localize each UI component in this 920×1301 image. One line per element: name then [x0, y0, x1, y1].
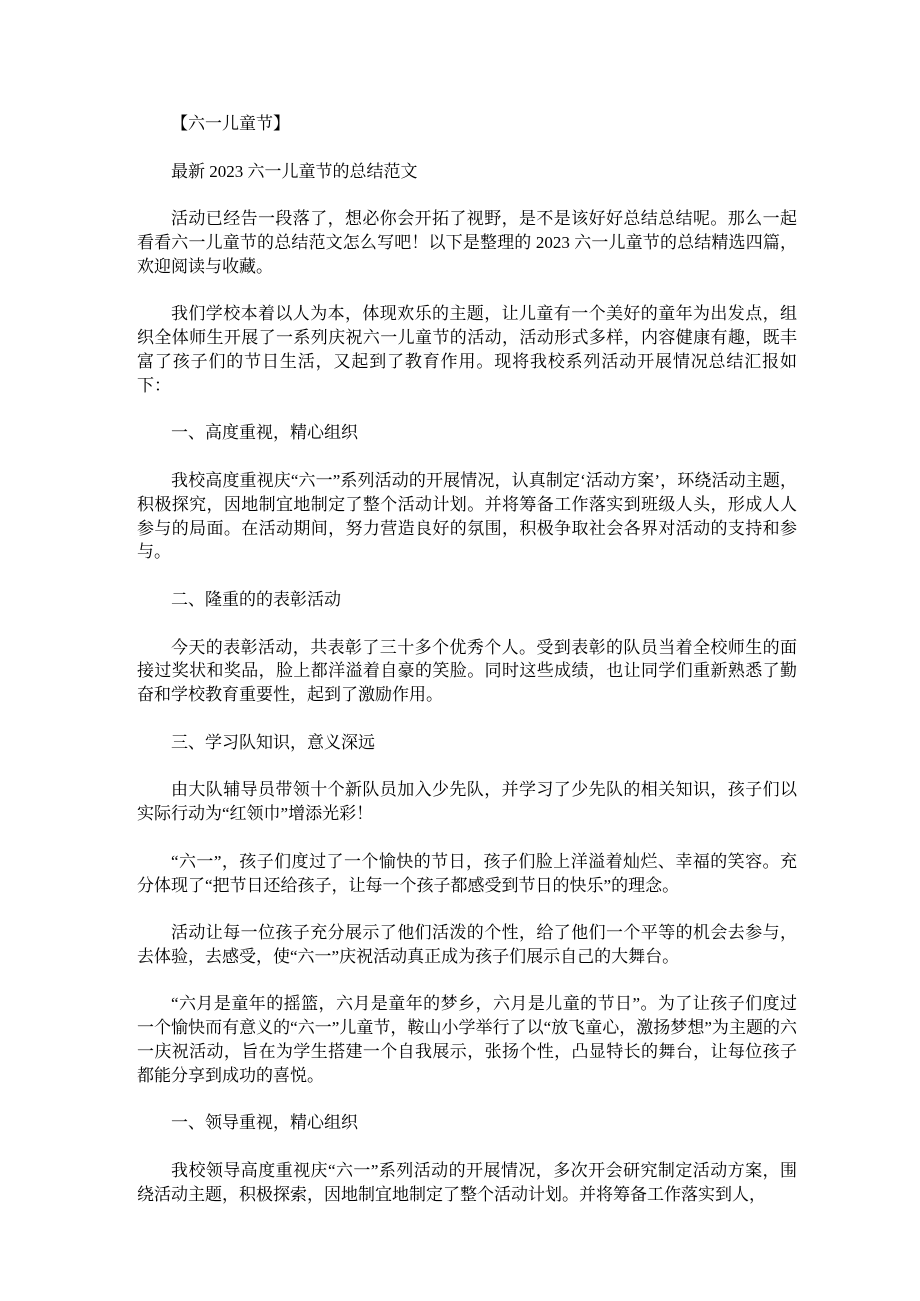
- body-paragraph: 我们学校本着以人为本，体现欢乐的主题，让儿童有一个美好的童年为出发点，组织全体师生开展了一系列庆祝六一儿童节的活动，活动形式多样，内容健康有趣，既丰富了孩子们的节日生活，又起到了教育作用。现将我校系列活动开展情况总结汇报如下：: [137, 304, 797, 395]
- document-title: 最新 2023 六一儿童节的总结范文: [171, 161, 418, 181]
- body-paragraph: “六一”，孩子们度过了一个愉快的节日，孩子们脸上洋溢着灿烂、幸福的笑容。充分体现了“把节日还给孩子，让每一个孩子都感受到节日的快乐”的理念。: [137, 851, 797, 895]
- section-heading-1: 一、高度重视，精心组织: [171, 423, 358, 443]
- body-paragraph: 今天的表彰活动，共表彰了三十多个优秀个人。受到表彰的队员当着全校师生的面接过奖状和奖品，脸上都洋溢着自豪的笑脸。同时这些成绩，也让同学们重新熟悉了勤奋和学校教育重要性，起到了激励作用。: [137, 637, 797, 705]
- document-content: [137, 112, 797, 1207]
- body-paragraph: “六月是童年的摇篮，六月是童年的梦乡，六月是儿童的节日”。为了让孩子们度过一个愉快而有意义的“六一”儿童节，鞍山小学举行了以“放飞童心，激扬梦想”为主题的六一庆祝活动，旨在为学生搭建一个自我展示，张扬个性，凸显特长的舞台，让每位孩子都能分享到成功的喜悦。: [137, 994, 797, 1085]
- body-paragraph: 我校高度重视庆“六一”系列活动的开展情况，认真制定‘活动方案’，环绕活动主题，积极探究，因地制宜地制定了整个活动计划。并将筹备工作落实到班级人头，形成人人参与的局面。在活动期间，努力营造良好的氛围，积极争取社会各界对活动的支持和参与。: [137, 470, 797, 562]
- intro-paragraph: 活动已经告一段落了，想必你会开拓了视野，是不是该好好总结总结呢。那么一起看看六一儿童节的总结范文怎么写吧！以下是整理的 2023 六一儿童节的总结精选四篇，欢迎阅读与收藏。: [137, 209, 797, 276]
- section-heading-4: 一、领导重视，精心组织: [171, 1113, 358, 1133]
- section-heading-3: 三、学习队知识，意义深远: [171, 732, 375, 752]
- body-paragraph: 我校领导高度重视庆“六一”系列活动的开展情况，多次开会研究制定活动方案，围绕活动主题，积极探索，因地制宜地制定了整个活动计划。并将筹备工作落实到人，: [137, 1161, 797, 1204]
- section-heading-2: 二、隆重的的表彰活动: [171, 589, 341, 609]
- body-paragraph: 活动让每一位孩子充分展示了他们活泼的个性，给了他们一个平等的机会去参与，去体验，去感受，使“六一”庆祝活动真正成为孩子们展示自己的大舞台。: [137, 923, 797, 966]
- section-tag: 【六一儿童节】: [171, 114, 290, 133]
- body-paragraph: 由大队辅导员带领十个新队员加入少先队，并学习了少先队的相关知识，孩子们以实际行动为“红领巾”增添光彩！: [137, 780, 797, 824]
